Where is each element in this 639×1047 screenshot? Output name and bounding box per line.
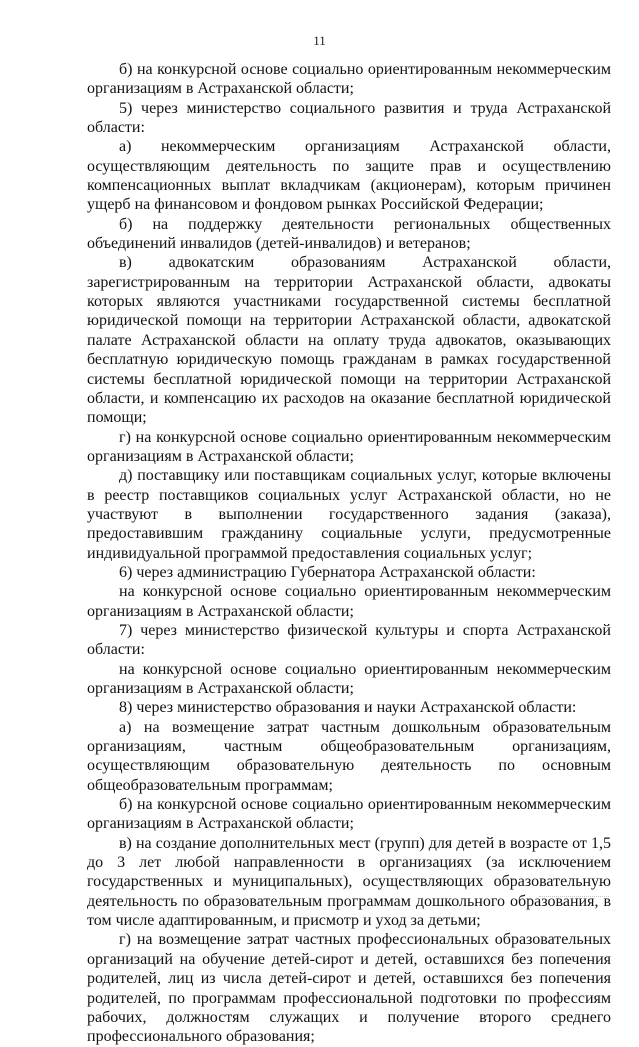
paragraph: г) на конкурсной основе социально ориентированным некоммерческим организациям в Астраханской области;: [87, 428, 611, 465]
paragraph: в) адвокатским образованиям Астраханской области, зарегистрированным на территории Астраханской области, адвокаты которых являются участниками государственной системы бесплатной юридической помощи на территории Астраханской области, адвокатской палате Астраханской области на оплату труда адвокатов, оказывающих бесплатную юридическую помощь гражданам в рамках государственной системы бесплатной юридической помощи на территории Астраханской области, и компенсацию их расходов на оказание бесплатной юридической помощи;: [87, 254, 611, 427]
paragraph: 8) через министерство образования и науки Астраханской области:: [119, 699, 577, 717]
page-number: 11: [313, 33, 326, 48]
paragraph: д) поставщику или поставщикам социальных услуг, которые включены в реестр поставщиков социальных услуг Астраханской области, но не участвуют в выполнении государственного задания (заказа), предоставившим гражданину социальные услуги, предусмотренные индивидуальной программой предоставления социальных услуг;: [87, 467, 611, 562]
paragraph: 5) через министерство социального развития и труда Астраханской области:: [87, 99, 611, 137]
paragraph: на конкурсной основе социально ориентированным некоммерческим организациям в Астраханской области;: [87, 660, 611, 697]
scan-artifact: [539, 896, 609, 899]
paragraph: в) на создание дополнительных мест (групп) для детей в возрасте от 1,5 до 3 лет любой направленности в организациях (за исключением государственных и муниципальных), осуществляющих образовательную деятельность по образовательным программам дошкольного образования, в том числе адаптированным, и присмотр и уход за детьми;: [87, 834, 611, 930]
paragraph: б) на конкурсной основе социально ориентированным некоммерческим организациям в Астраханской области;: [87, 796, 611, 833]
paragraph: б) на поддержку деятельности региональных общественных объединений инвалидов (детей-инвалидов) и ветеранов;: [87, 215, 611, 253]
document-body: [87, 60, 611, 1047]
paragraph: а) на возмещение затрат частным дошкольным образовательным организациям, частным общеобразовательным организациям, осуществляющим образовательную деятельность по основным общеобразовательным программам;: [87, 718, 611, 794]
paragraph: а) некоммерческим организациям Астраханской области, осуществляющим деятельность по защите прав и осуществлению компенсационных выплат вкладчикам (акционерам), которым причинен ущерб на финансовом и фондовом рынках Российской Федерации;: [87, 138, 611, 214]
paragraph: б) на конкурсной основе социально ориентированным некоммерческим организациям в Астраханской области;: [87, 61, 611, 98]
paragraph: 6) через администрацию Губернатора Астраханской области:: [119, 563, 536, 581]
paragraph: 7) через министерство физической культуры и спорта Астраханской области:: [87, 621, 611, 659]
paragraph: г) на возмещение затрат частных профессиональных образовательных организаций на обучение детей-сирот и детей, оставшихся без попечения родителей, лиц из числа детей-сирот и детей, оставшихся без попечения родителей, по программам профессиональной подготовки по профессиям рабочих, должностям служащих и получение второго среднего профессионального образования;: [87, 931, 611, 1046]
paragraph: на конкурсной основе социально ориентированным некоммерческим организациям в Астраханской области;: [87, 583, 611, 620]
